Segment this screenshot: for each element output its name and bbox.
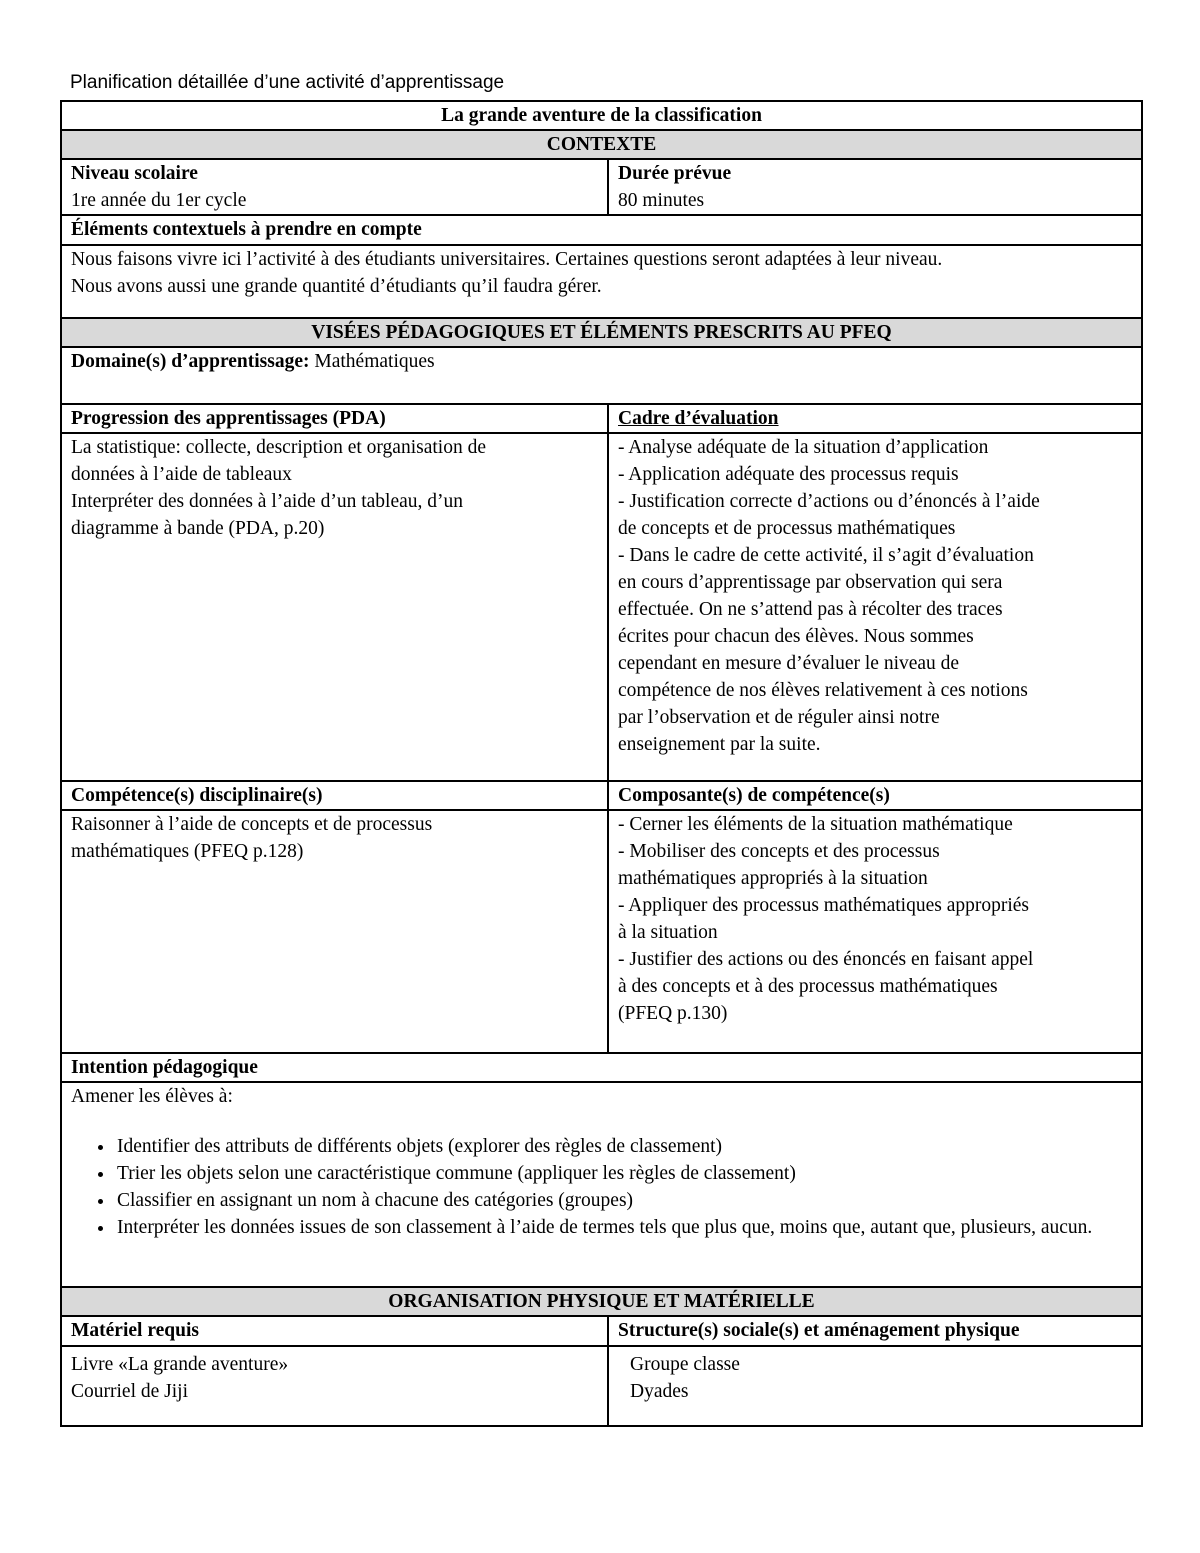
composante-label: Composante(s) de compétence(s) [608, 781, 1142, 810]
pda-content [61, 433, 608, 781]
composante-line: mathématiques appropriés à la situation [618, 868, 928, 889]
intention-bullet: • Interpréter les données issues de son classement à l’aide de termes tels que plus que, moins que, autant que, plusieurs, aucun. [115, 1214, 1132, 1241]
section-visees: VISÉES PÉDAGOGIQUES ET ÉLÉMENTS PRESCRITS AU PFEQ [61, 318, 1142, 347]
pda-cadre-content-row [61, 433, 1142, 781]
competence-line: mathématiques (PFEQ p.128) [71, 841, 304, 862]
composante-line: - Appliquer des processus mathématiques appropriés [618, 895, 1030, 916]
materiel-label: Matériel requis [61, 1316, 608, 1346]
composante-line: - Cerner les éléments de la situation mathématique [618, 814, 1013, 835]
cadre-line: - Justification correcte d’actions ou d’énoncés à l’aide [618, 491, 1040, 512]
domaine-cell [61, 347, 1142, 404]
intention-bullet: • Trier les objets selon une caractéristique commune (appliquer les règles de classement) [115, 1160, 1132, 1187]
cadre-line: cependant en mesure d’évaluer le niveau de [618, 653, 960, 674]
pda-label: Progression des apprentissages (PDA) [61, 404, 608, 433]
cadre-line: de concepts et de processus mathématiques [618, 518, 956, 539]
cadre-line: - Dans le cadre de cette activité, il s’agit d’évaluation [618, 545, 1034, 566]
competence-label: Compétence(s) disciplinaire(s) [61, 781, 608, 810]
materiel-line: Livre «La grande aventure» [71, 1354, 289, 1375]
intention-label: Intention pédagogique [61, 1053, 1142, 1082]
competence-content-row [61, 810, 1142, 1053]
materiel-structure-label-row [61, 1316, 1142, 1346]
duree-value: 80 minutes [618, 190, 705, 211]
intention-intro: Amener les élèves à: [71, 1086, 233, 1107]
pda-line: La statistique: collecte, description et organisation de [71, 437, 486, 458]
visees-row [61, 318, 1142, 347]
cadre-label: Cadre d’évaluation [608, 404, 1142, 433]
structure-content [608, 1346, 1142, 1426]
domaine-row [61, 347, 1142, 404]
materiel-line: Courriel de Jiji [71, 1381, 188, 1402]
domaine-value: Mathématiques [309, 351, 435, 372]
structure-label: Structure(s) sociale(s) et aménagement physique [608, 1316, 1142, 1346]
intention-bullet: • Classifier en assignant un nom à chacune des catégories (groupes) [115, 1187, 1132, 1214]
pda-line: diagramme à bande (PDA, p.20) [71, 518, 325, 539]
niveau-duree-row [61, 159, 1142, 215]
intention-bullet: • Identifier des attributs de différents objets (explorer des règles de classement) [115, 1133, 1132, 1160]
composante-content [608, 810, 1142, 1053]
elements-line: Nous avons aussi une grande quantité d’étudiants qu’il faudra gérer. [71, 276, 602, 297]
domaine-label: Domaine(s) d’apprentissage: [71, 351, 310, 372]
cadre-line: - Analyse adéquate de la situation d’application [618, 437, 989, 458]
structure-line: Dyades [630, 1381, 689, 1402]
niveau-value: 1re année du 1er cycle [71, 190, 247, 211]
title-row [61, 101, 1142, 130]
composante-line: - Justifier des actions ou des énoncés en faisant appel [618, 949, 1034, 970]
cadre-line: effectuée. On ne s’attend pas à récolter des traces [618, 599, 1003, 620]
duree-label: Durée prévue [618, 163, 732, 184]
pda-cadre-label-row [61, 404, 1142, 433]
structure-line: Groupe classe [630, 1354, 740, 1375]
cadre-line: enseignement par la suite. [618, 734, 821, 755]
niveau-cell [61, 159, 608, 215]
intention-content [61, 1082, 1142, 1287]
competence-content [61, 810, 608, 1053]
composante-line: (PFEQ p.130) [618, 1003, 728, 1024]
section-organisation: ORGANISATION PHYSIQUE ET MATÉRIELLE [61, 1287, 1142, 1316]
cadre-line: écrites pour chacun des élèves. Nous sommes [618, 626, 974, 647]
intention-label-row [61, 1053, 1142, 1082]
pda-line: données à l’aide de tableaux [71, 464, 292, 485]
intention-content-row [61, 1082, 1142, 1287]
contexte-row [61, 130, 1142, 159]
planning-table [60, 100, 1143, 1427]
intention-list [71, 1133, 1132, 1241]
pda-line: Interpréter des données à l’aide d’un tableau, d’un [71, 491, 463, 512]
materiel-content [61, 1346, 608, 1426]
section-contexte: CONTEXTE [61, 130, 1142, 159]
niveau-label: Niveau scolaire [71, 163, 198, 184]
competence-line: Raisonner à l’aide de concepts et de processus [71, 814, 433, 835]
cadre-content [608, 433, 1142, 781]
elements-contextuels-label: Éléments contextuels à prendre en compte [61, 215, 1142, 245]
cadre-line: - Application adéquate des processus requis [618, 464, 959, 485]
composante-line: à la situation [618, 922, 718, 943]
elements-line: Nous faisons vivre ici l’activité à des étudiants universitaires. Certaines questions seront adaptées à leur niveau. [71, 249, 943, 270]
activity-title: La grande aventure de la classification [61, 101, 1142, 130]
composante-line: à des concepts et à des processus mathématiques [618, 976, 998, 997]
organisation-row [61, 1287, 1142, 1316]
cadre-line: en cours d’apprentissage par observation qui sera [618, 572, 1003, 593]
materiel-structure-content-row [61, 1346, 1142, 1426]
competence-label-row [61, 781, 1142, 810]
cadre-line: par l’observation et de réguler ainsi notre [618, 707, 940, 728]
elements-contextuels-text [61, 245, 1142, 318]
cadre-line: compétence de nos élèves relativement à ces notions [618, 680, 1028, 701]
page-heading: Planification détaillée d’une activité d’apprentissage [70, 72, 505, 93]
elements-label-row [61, 215, 1142, 245]
composante-line: - Mobiliser des concepts et des processus [618, 841, 940, 862]
elements-text-row [61, 245, 1142, 318]
duree-cell [608, 159, 1142, 215]
